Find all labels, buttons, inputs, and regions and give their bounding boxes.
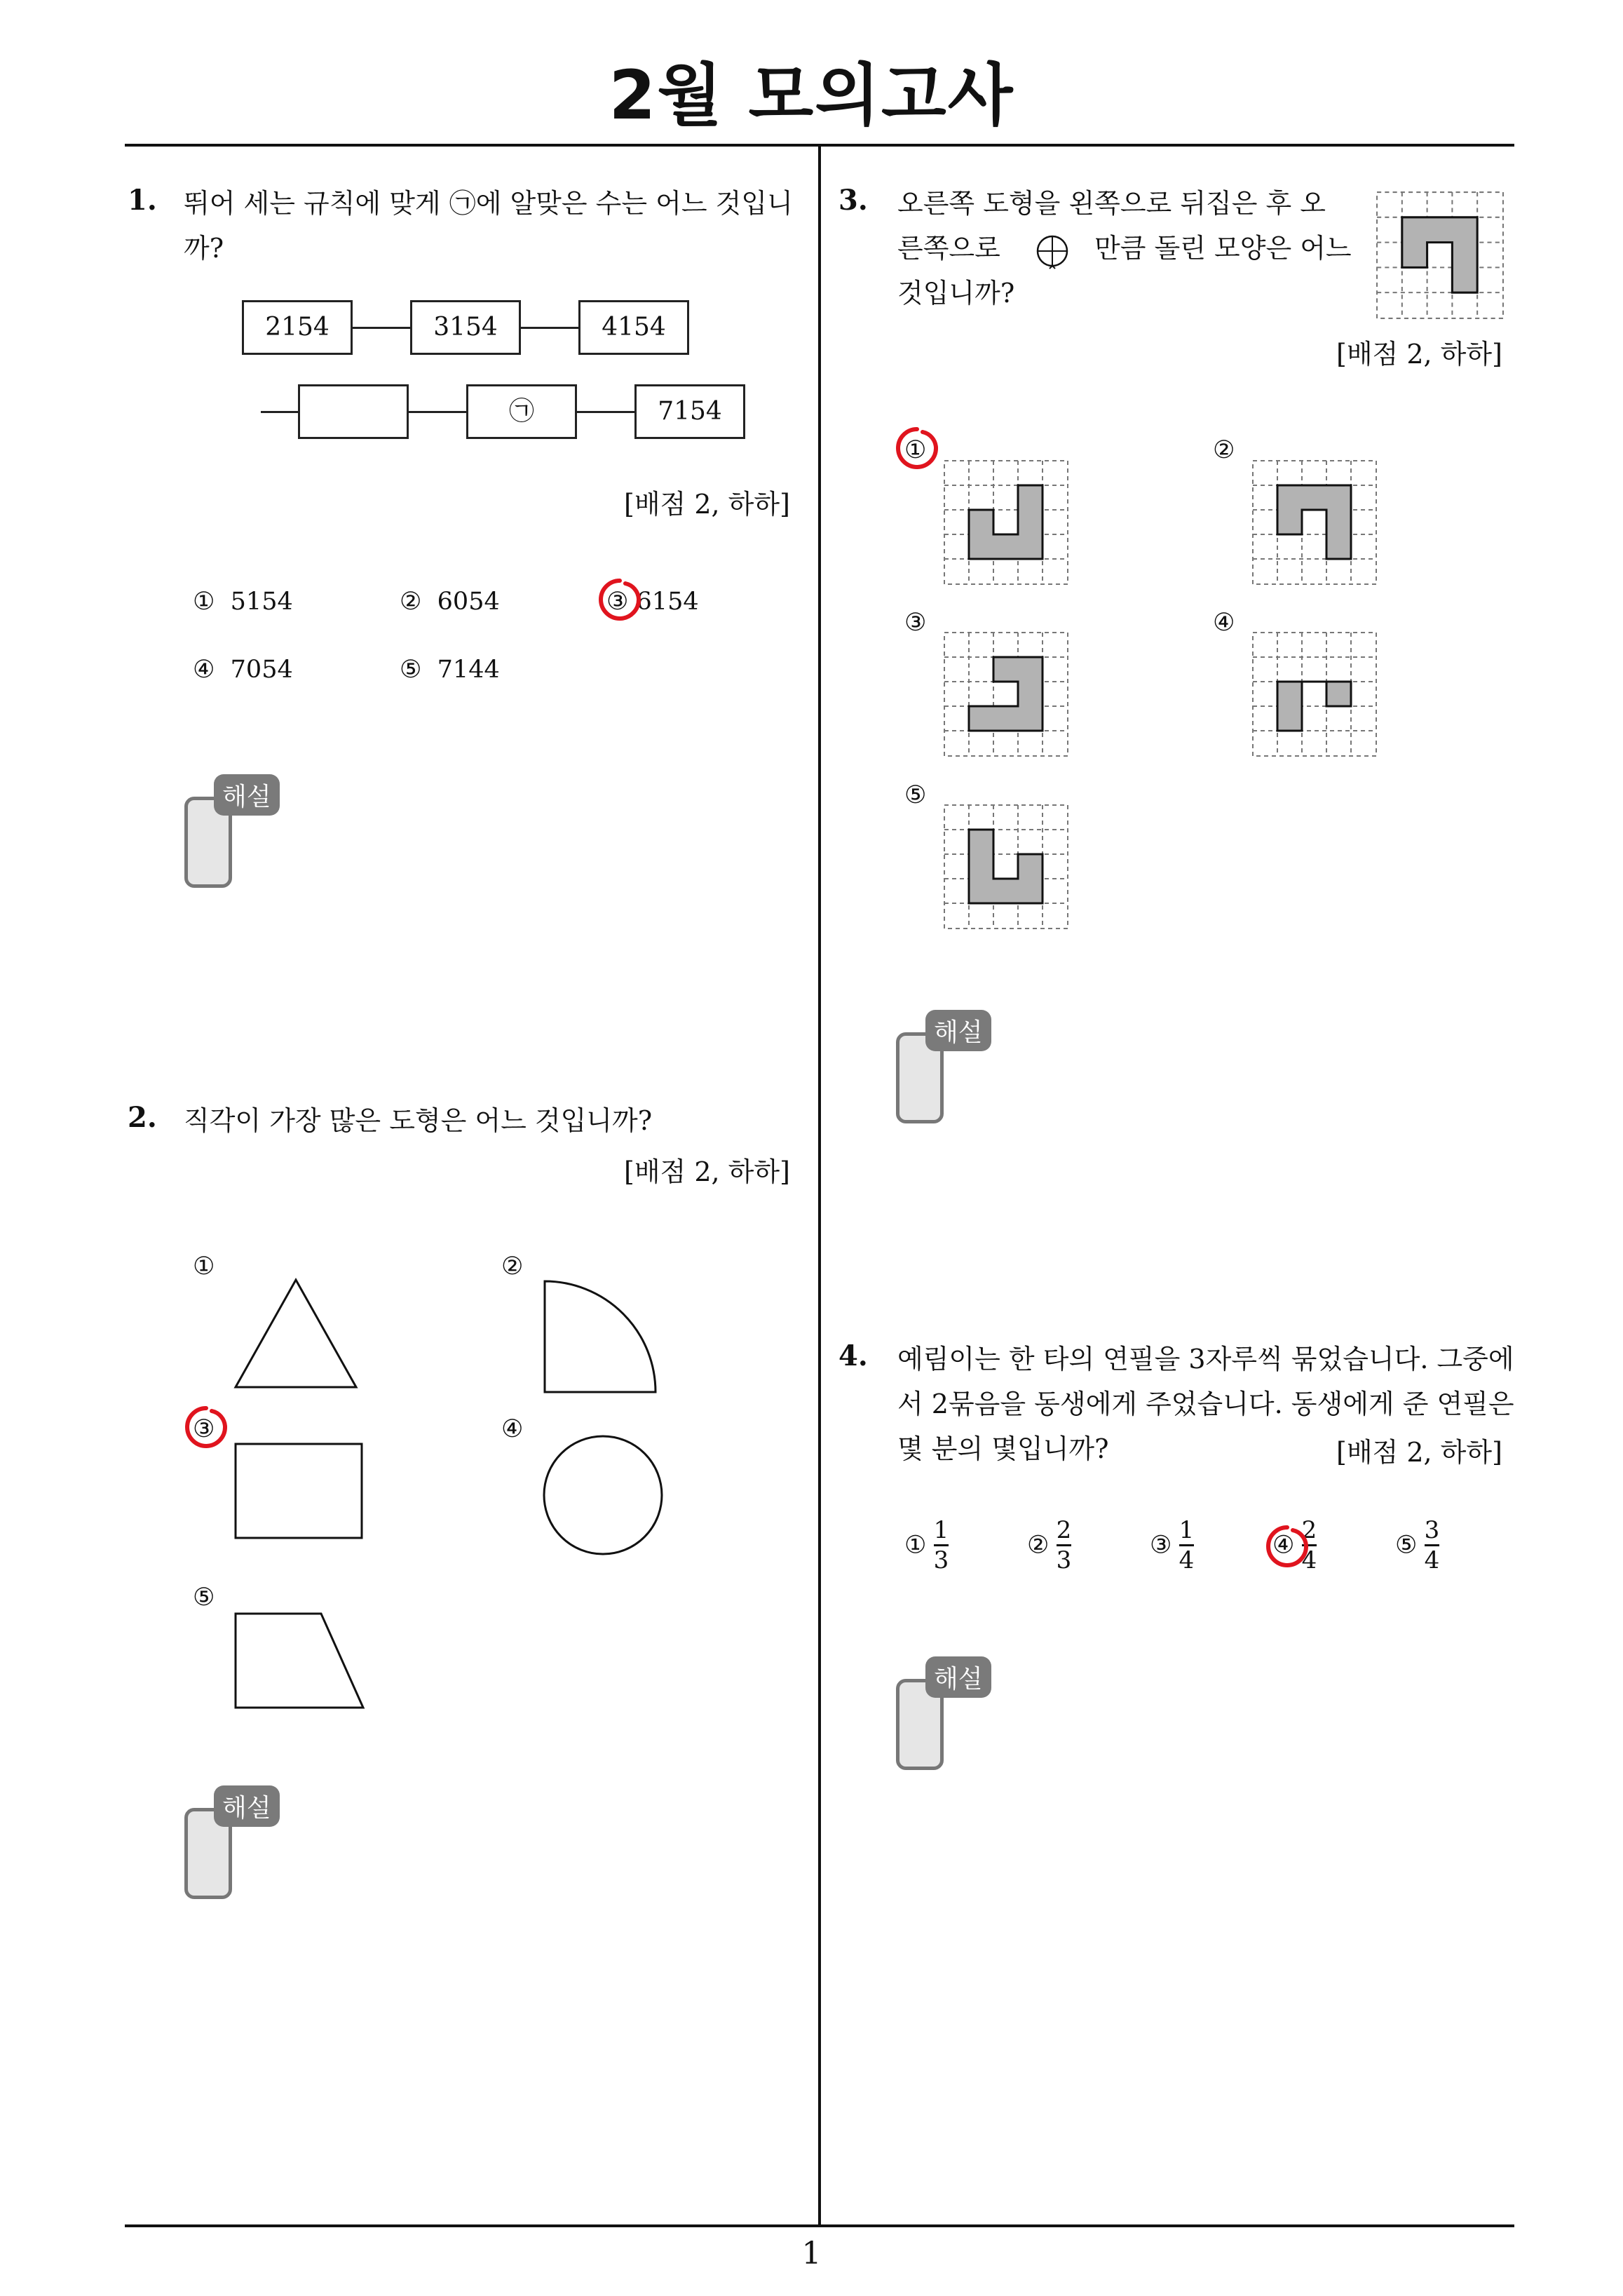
figure-u-shape [943,459,1069,586]
q3-choice-2-mark[interactable]: ② [1213,436,1235,464]
seq-box: 7154 [634,384,745,439]
choice-value: 6054 [437,588,500,616]
page-number: 1 [801,2236,822,2271]
choice-mark: ④ [193,656,215,684]
q3-text-line3: 것입니까? [897,278,1015,309]
circle-shape [541,1433,665,1557]
q4-choice-3[interactable] [1150,1516,1194,1574]
numerator: 2 [1056,1516,1072,1544]
choice-mark: ① [193,588,215,616]
explanation-label[interactable]: 해설 [214,774,280,816]
choice-mark: ③ [606,588,629,616]
denominator: 4 [1424,1546,1440,1574]
q4-text-line2: 서 2묶음을 동생에게 주었습니다. 동생에게 준 연필은 [897,1389,1514,1419]
seq-connector [261,411,298,413]
q3-choice-1-mark[interactable]: ① [904,436,927,464]
explanation-label[interactable]: 해설 [214,1785,280,1827]
q4-text-line1: 예림이는 한 타의 연필을 3자루씩 묶었습니다. 그중에 [897,1344,1514,1375]
choice-mark: ① [904,1531,927,1560]
seq-box: 3154 [410,300,521,355]
rotation-quarter-icon [1009,232,1086,270]
denominator: 4 [1301,1546,1317,1574]
rectangle-shape [233,1442,364,1541]
q1-text-line2: 까? [184,233,224,264]
q3-text-line2b: 만큼 돌린 모양은 어느 [1094,233,1352,264]
numerator: 3 [1424,1516,1440,1544]
choice-mark: ③ [1150,1531,1172,1560]
q1-text [184,181,808,271]
fraction [1425,1516,1440,1574]
seq-connector [353,327,410,329]
q1-score: [배점 2, 하하] [624,489,790,520]
reference-figure [1376,191,1505,320]
seq-connector [577,411,634,413]
triangle-shape [231,1276,361,1392]
q2-choice-5-mark[interactable]: ⑤ [193,1583,215,1612]
seq-box-blank: ㉠ [466,384,577,439]
q1-choice-1[interactable] [193,588,293,616]
column-divider [818,145,821,2224]
seq-box: 2154 [242,300,353,355]
choice-mark: ② [1027,1531,1050,1560]
q2-number: 2. [128,1101,157,1134]
explanation-label[interactable]: 해설 [925,1010,991,1051]
q2-text: 직각이 가장 많은 도형은 어느 것입니까? [184,1105,653,1136]
q4-choice-1[interactable] [904,1516,949,1574]
choice-mark: ⑤ [1395,1531,1418,1560]
q4-text-line3: 몇 분의 몇입니까? [897,1433,1109,1464]
choice-value: 7054 [230,656,293,684]
answer-mark-icon [595,575,645,626]
q4-number: 4. [838,1339,868,1372]
page-title: 2월 모의고사 [609,56,1014,135]
answer-mark-icon [1262,1522,1312,1572]
seq-box [298,384,409,439]
denominator: 3 [933,1546,949,1574]
q2-choice-2-mark[interactable]: ② [501,1252,524,1281]
numerator: 2 [1301,1516,1317,1544]
choice-value: 5154 [230,588,293,616]
q1-choice-4[interactable] [193,656,293,684]
q1-text-line1: 뛰어 세는 규칙에 맞게 ㉠에 알맞은 수는 어느 것입니 [184,188,793,219]
figure-u-left-shape [943,804,1069,930]
explanation-label[interactable]: 해설 [925,1656,991,1698]
q2-score: [배점 2, 하하] [624,1156,790,1187]
q2-choice-3-mark[interactable]: ③ [193,1415,215,1443]
choice-mark: ② [400,588,422,616]
q2-choice-4-mark[interactable]: ④ [501,1415,524,1443]
q3-number: 3. [838,184,868,217]
figure-reverse-c-shape [943,631,1069,757]
q4-choice-5[interactable] [1395,1516,1439,1574]
q3-text [897,181,1374,316]
fraction [1057,1516,1072,1574]
q2-choice-1-mark[interactable]: ① [193,1252,215,1281]
denominator: 3 [1056,1546,1072,1574]
trapezoid-shape [233,1612,367,1711]
figure-n-left-shape [1251,631,1378,757]
q1-number: 1. [128,184,157,217]
q3-choice-3-mark[interactable]: ③ [904,609,927,637]
fraction [934,1516,949,1574]
q4-score: [배점 2, 하하] [1336,1437,1502,1468]
answer-mark-icon [892,424,942,474]
choice-mark: ⑤ [400,656,422,684]
choice-value: 6154 [636,588,699,616]
q1-choice-2[interactable] [400,588,500,616]
fraction [1179,1516,1195,1574]
choice-mark: ④ [1272,1531,1295,1560]
seq-box: 4154 [578,300,689,355]
denominator: 4 [1179,1546,1195,1574]
q3-text-line2a: 른쪽으로 [897,233,1000,264]
q3-choice-4-mark[interactable]: ④ [1213,609,1235,637]
answer-mark-icon [181,1403,231,1453]
numerator: 1 [933,1516,949,1544]
seq-connector [409,411,466,413]
quarter-circle-shape [541,1278,660,1396]
q3-score: [배점 2, 하하] [1336,339,1502,370]
q3-choice-5-mark[interactable]: ⑤ [904,781,927,809]
choice-value: 7144 [437,656,500,684]
q4-choice-2[interactable] [1027,1516,1071,1574]
footer-rule [125,2224,1514,2227]
figure-n-shape [1251,459,1378,586]
q1-choice-5[interactable] [400,656,500,684]
numerator: 1 [1179,1516,1195,1544]
q3-text-line1: 오른쪽 도형을 왼쪽으로 뒤집은 후 오 [897,188,1326,219]
seq-connector [521,327,578,329]
